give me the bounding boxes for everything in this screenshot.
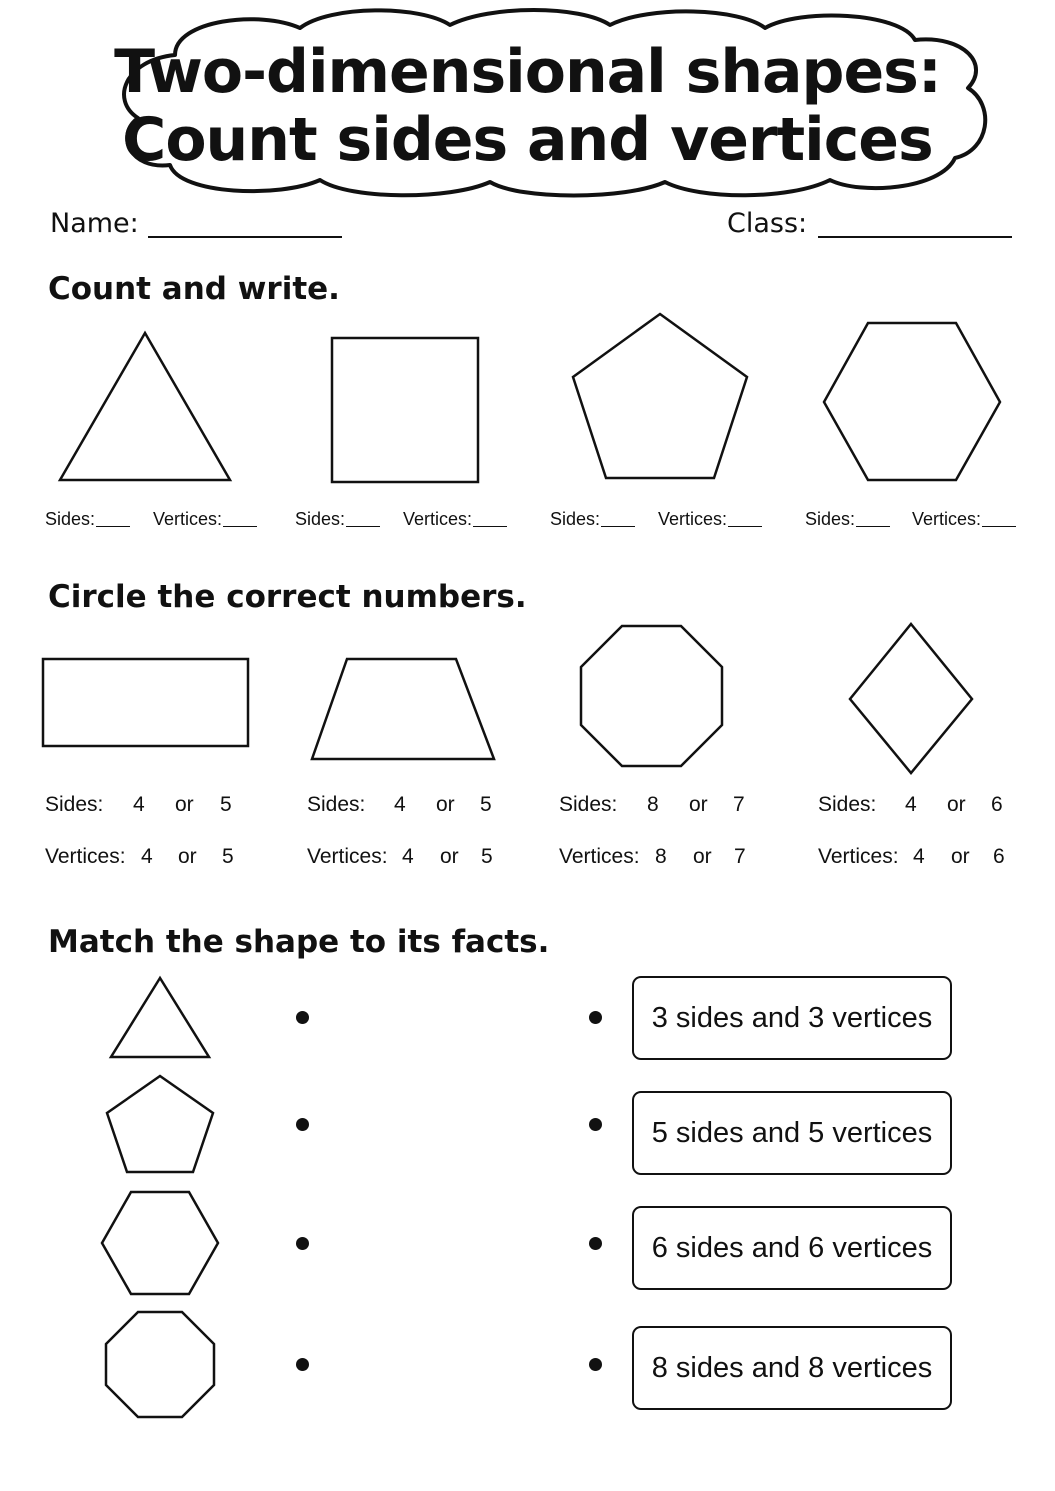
triangle-vertices-label: Vertices: (153, 509, 223, 529)
rhombus-sides-option-b[interactable]: 6 (991, 793, 1003, 816)
fact-box-4 (632, 1326, 952, 1410)
square-vertices-label: Vertices: (403, 509, 473, 529)
section2-heading: Circle the correct numbers. (48, 579, 527, 615)
class-label: Class: (727, 208, 808, 239)
fact-text-2: 5 sides and 5 vertices (651, 1116, 933, 1149)
fact-box-2 (632, 1091, 952, 1175)
trapezoid-sides-option-a[interactable]: 4 (394, 793, 406, 816)
octagon-sides-option-b[interactable]: 7 (733, 793, 745, 816)
pentagon-sides-label: Sides: (550, 509, 601, 529)
trapezoid-vertices-label: Vertices: (307, 845, 388, 868)
trapezoid-sides-option-b[interactable]: 5 (480, 793, 492, 816)
name-label: Name: (50, 208, 139, 239)
octagon-sides-label: Sides: (559, 793, 618, 816)
match-left-dot-3[interactable] (296, 1237, 309, 1250)
trapezoid-vertices-option-a[interactable]: 4 (402, 845, 414, 868)
match-right-dot-1[interactable] (589, 1011, 602, 1024)
section3-heading: Match the shape to its facts. (48, 924, 550, 960)
rectangle-sides-option-b[interactable]: 5 (220, 793, 232, 816)
square-sides-label: Sides: (295, 509, 346, 529)
page-title-line1: Two-dimensional shapes: (114, 37, 941, 107)
rectangle-sides-label: Sides: (45, 793, 104, 816)
rhombus-vertices-or: or (951, 845, 970, 868)
fact-text-4: 8 sides and 8 vertices (651, 1351, 933, 1384)
page-title-line2: Count sides and vertices (122, 105, 933, 175)
trapezoid-sides-label: Sides: (307, 793, 366, 816)
rectangle-vertices-option-b[interactable]: 5 (222, 845, 234, 868)
rhombus-sides-or: or (947, 793, 966, 816)
match-right-dot-2[interactable] (589, 1118, 602, 1131)
rectangle-sides-or: or (175, 793, 194, 816)
rectangle-sides-option-a[interactable]: 4 (133, 793, 145, 816)
match-left-dot-4[interactable] (296, 1358, 309, 1371)
rhombus-vertices-label: Vertices: (818, 845, 899, 868)
trapezoid-sides-or: or (436, 793, 455, 816)
hexagon-sides-label: Sides: (805, 509, 856, 529)
fact-box-3 (632, 1206, 952, 1290)
octagon-sides-option-a[interactable]: 8 (647, 793, 659, 816)
fact-box-1 (632, 976, 952, 1060)
pentagon-vertices-label: Vertices: (658, 509, 728, 529)
section1-heading: Count and write. (48, 271, 340, 307)
match-left-dot-2[interactable] (296, 1118, 309, 1131)
octagon-vertices-label: Vertices: (559, 845, 640, 868)
trapezoid-vertices-option-b[interactable]: 5 (481, 845, 493, 868)
rhombus-vertices-option-b[interactable]: 6 (993, 845, 1005, 868)
match-right-dot-3[interactable] (589, 1237, 602, 1250)
triangle-sides-label: Sides: (45, 509, 96, 529)
octagon-vertices-option-a[interactable]: 8 (655, 845, 667, 868)
octagon-sides-or: or (689, 793, 708, 816)
rhombus-sides-option-a[interactable]: 4 (905, 793, 917, 816)
fact-text-3: 6 sides and 6 vertices (651, 1231, 933, 1264)
rectangle-vertices-option-a[interactable]: 4 (141, 845, 153, 868)
match-right-dot-4[interactable] (589, 1358, 602, 1371)
octagon-vertices-option-b[interactable]: 7 (734, 845, 746, 868)
rhombus-vertices-option-a[interactable]: 4 (913, 845, 925, 868)
fact-text-1: 3 sides and 3 vertices (651, 1001, 933, 1034)
rectangle-vertices-or: or (178, 845, 197, 868)
hexagon-vertices-label: Vertices: (912, 509, 982, 529)
octagon-vertices-or: or (693, 845, 712, 868)
rectangle-vertices-label: Vertices: (45, 845, 126, 868)
trapezoid-vertices-or: or (440, 845, 459, 868)
rhombus-sides-label: Sides: (818, 793, 877, 816)
match-left-dot-1[interactable] (296, 1011, 309, 1024)
